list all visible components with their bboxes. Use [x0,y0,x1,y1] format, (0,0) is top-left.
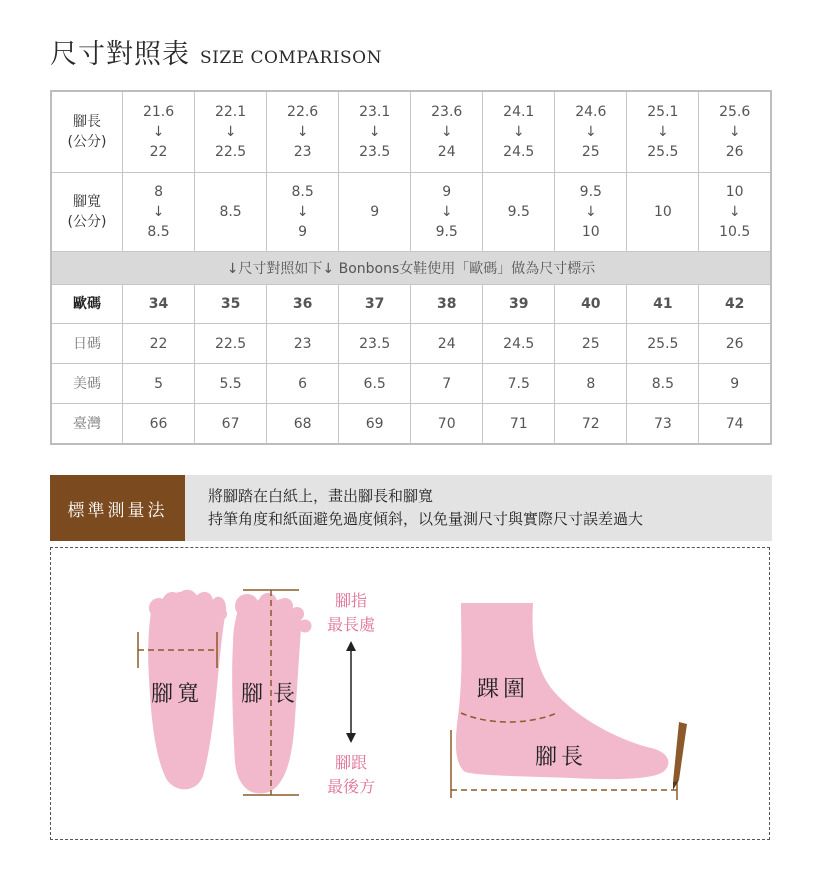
size-cell: 73 [627,404,699,445]
measure-diagram [50,547,770,840]
foot-width-row [51,173,771,252]
cell-value: 24.6 [575,104,607,120]
foot-width-label: 腳寬 [150,682,204,707]
size-note: ↓尺寸對照如下↓ Bonbons女鞋使用「歐碼」做為尺寸標示 [51,252,771,285]
cell-value: 9 [298,224,308,240]
cell-value: 21.6 [142,104,175,120]
foot-length-row [51,91,771,173]
foot-length-label: 腳長 [240,682,306,707]
size-cell: 66 [123,404,195,445]
method-line-2: 持筆角度和紙面避免過度傾斜，以免量測尺寸與實際尺寸誤差過大 [208,510,644,528]
size-cell: 72 [555,404,627,445]
size-row-label [51,404,123,445]
cell-value: 23.5 [359,144,391,160]
size-cell: 6.5 [339,364,411,404]
cell-value: 9 [442,184,452,200]
size-cell: 25.5 [627,324,699,364]
foot-length-header [51,91,123,173]
cell-value: ↓ [584,124,597,140]
cell-value: ↓ [440,204,453,220]
cell-value: ↓ [368,124,381,140]
size-row [51,364,771,404]
cell-value: 22.5 [214,144,247,160]
length-arrow [346,641,356,743]
row-label-line1: 腳長 [73,114,101,130]
size-cell: 5 [123,364,195,404]
foot-length-cell [627,91,699,173]
cell-value: 23 [293,144,312,160]
cell-value: ↓ [152,124,165,140]
size-row [51,404,771,445]
title-zh: 尺寸對照表 [50,39,190,70]
cell-value: 9 [370,204,380,220]
cell-value: 25.6 [719,104,751,120]
size-row [51,285,771,324]
foot-width-cell [267,173,339,252]
cell-value: 8.5 [147,224,170,240]
size-cell: 38 [411,285,483,324]
heel-label-2: 最後方 [326,777,376,796]
cell-value: 22.6 [287,104,319,120]
foot-width-header [51,173,123,252]
size-cell: 67 [195,404,267,445]
cell-value: 9.5 [507,204,530,220]
foot-width-cell [195,173,267,252]
size-row [51,324,771,364]
row-label-line1: 美碼 [73,375,101,392]
size-cell: 22 [123,324,195,364]
method-bar [50,475,772,541]
size-cell: 8.5 [627,364,699,404]
cell-value: 8 [154,184,163,200]
size-cell: 25 [555,324,627,364]
cell-value: 24.1 [503,104,535,120]
cell-value: ↓ [728,124,741,140]
toe-label-2: 最長處 [326,615,376,634]
cell-value: ↓ [512,124,525,140]
pencil-icon [673,722,687,790]
foot-length-cell [123,91,195,173]
foot-length-cell [411,91,483,173]
method-line-1: 將腳踏在白紙上，畫出腳長和腳寬 [208,487,434,505]
cell-value: ↓ [728,204,741,220]
cell-value: 22.1 [214,104,247,120]
row-label-line1: 腳寬 [73,194,101,210]
row-label-line2: (公分) [67,134,107,150]
heel-label-1: 腳跟 [334,753,368,772]
size-cell: 34 [123,285,195,324]
cell-value: 8.5 [219,204,242,220]
cell-value: ↓ [656,124,669,140]
cell-value: ↓ [296,204,309,220]
cell-value: 22 [149,144,168,160]
cell-value: 9.5 [435,224,458,240]
size-table [50,90,772,445]
foot-length-cell [339,91,411,173]
title-en: SIZE COMPARISON [200,48,382,68]
cell-value: 9.5 [579,184,602,200]
size-cell: 24 [411,324,483,364]
size-cell: 42 [699,285,771,324]
size-cell: 24.5 [483,324,555,364]
foot-width-cell [627,173,699,252]
size-cell: 41 [627,285,699,324]
cell-value: 23.1 [359,104,391,120]
size-cell: 23.5 [339,324,411,364]
row-label-line1: 歐碼 [73,296,101,312]
foot-length-cell [267,91,339,173]
size-row-label [51,285,123,324]
size-cell: 5.5 [195,364,267,404]
foot-width-cell [339,173,411,252]
cell-value: ↓ [584,204,597,220]
ankle-label: 踝圍 [476,677,530,702]
cell-value: 24.5 [503,144,535,160]
cell-value: 25.1 [647,104,679,120]
foot-length-cell [195,91,267,173]
size-cell: 35 [195,285,267,324]
page-title [50,32,382,72]
foot-width-cell [483,173,555,252]
toe-label-1: 腳指 [334,591,368,610]
size-row-label [51,324,123,364]
size-cell: 69 [339,404,411,445]
foot-width-cell [123,173,195,252]
size-cell: 7.5 [483,364,555,404]
cell-value: 23.6 [431,104,463,120]
size-cell: 68 [267,404,339,445]
cell-value: 26 [725,144,744,160]
size-cell: 23 [267,324,339,364]
size-cell: 26 [699,324,771,364]
method-label: 標準測量法 [50,475,185,541]
cell-value: 10 [581,224,600,240]
cell-value: ↓ [296,124,309,140]
cell-value: ↓ [224,124,237,140]
size-cell: 71 [483,404,555,445]
foot-length-cell [699,91,771,173]
size-cell: 22.5 [195,324,267,364]
note-row [51,252,771,285]
cell-value: 25 [581,144,600,160]
size-cell: 40 [555,285,627,324]
cell-value: 24 [437,144,456,160]
cell-value: ↓ [152,204,165,220]
method-text [208,485,643,531]
cell-value: ↓ [440,124,453,140]
size-cell: 74 [699,404,771,445]
side-length-label: 腳長 [534,745,588,770]
row-label-line2: (公分) [67,214,107,230]
size-row-label [51,364,123,404]
diagram-svg [51,548,771,841]
cell-value: 10.5 [719,224,751,240]
foot-length-cell [555,91,627,173]
cell-value: 25.5 [647,144,679,160]
foot-width-cell [699,173,771,252]
cell-value: 10 [725,184,744,200]
size-cell: 37 [339,285,411,324]
cell-value: 8.5 [291,184,314,200]
cell-value: 10 [653,204,672,220]
size-cell: 7 [411,364,483,404]
size-cell: 39 [483,285,555,324]
foot-width-cell [555,173,627,252]
foot-length-cell [483,91,555,173]
size-cell: 8 [555,364,627,404]
size-cell: 6 [267,364,339,404]
size-cell: 36 [267,285,339,324]
row-label-line1: 日碼 [73,335,101,352]
size-cell: 70 [411,404,483,445]
row-label-line1: 臺灣 [73,415,101,432]
foot-width-cell [411,173,483,252]
size-cell: 9 [699,364,771,404]
